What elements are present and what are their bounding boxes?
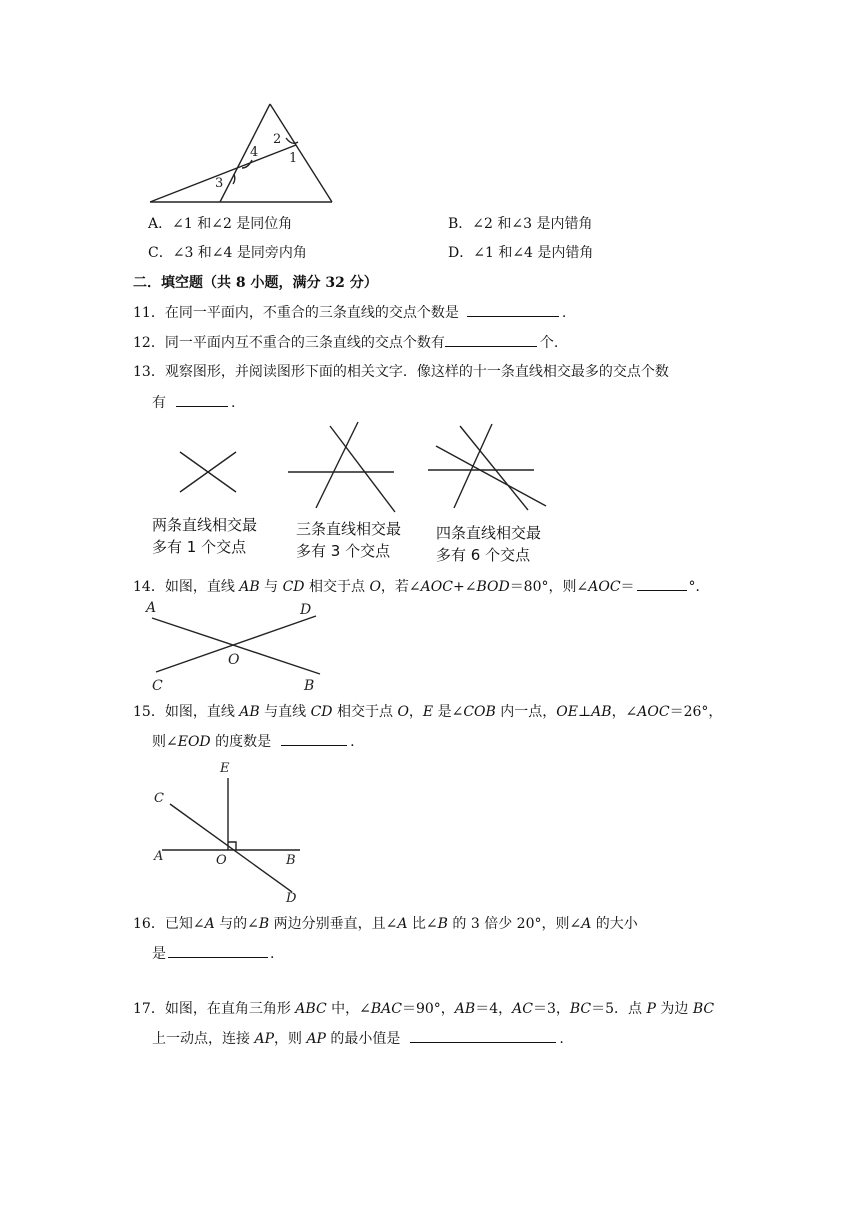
q15-label-d: D <box>286 891 297 906</box>
q15-label-c: C <box>154 791 164 806</box>
q14-label-o: O <box>228 652 240 668</box>
q16-line1: 16．已知∠A 与的∠B 两边分别垂直，且∠A 比∠B 的 3 倍少 20°，则∠A 的大小 <box>133 916 638 932</box>
q15-line1: 15．如图，直线 AB 与直线 CD 相交于点 O，E 是∠COB 内一点，OE⊥AB，∠AOC＝26°， <box>133 704 723 720</box>
q11-blank[interactable] <box>467 302 559 317</box>
q13-caption-3: 四条直线相交最 多有 6 个交点 <box>436 524 542 564</box>
q10-angle-label-2: 2 <box>273 132 282 147</box>
q13-caption-1: 两条直线相交最 多有 1 个交点 <box>152 516 258 556</box>
q14-label-b: B <box>304 678 315 694</box>
q13-blank[interactable] <box>176 392 228 407</box>
q13-figures <box>140 418 560 518</box>
q15-blank[interactable] <box>281 731 347 746</box>
q17-line1: 17．如图，在直角三角形 ABC 中，∠BAC＝90°，AB＝4，AC＝3，BC＝5．点 P 为边 BC <box>133 1001 715 1017</box>
q12-blank[interactable] <box>445 332 537 347</box>
q15-label-e: E <box>220 761 230 776</box>
q15-label-o: O <box>216 853 227 868</box>
q15-figure <box>140 756 320 906</box>
q10-option-a: A．∠1 和∠2 是同位角 <box>148 216 293 232</box>
q10-option-b: B．∠2 和∠3 是内错角 <box>448 216 593 232</box>
q10-angle-label-1: 1 <box>289 151 298 166</box>
q12: 12．同一平面内互不重合的三条直线的交点个数有 个. <box>133 332 558 353</box>
q13-caption-2: 三条直线相交最 多有 3 个交点 <box>296 520 402 560</box>
q10-angle-label-4: 4 <box>250 145 259 160</box>
q11: 11．在同一平面内，不重合的三条直线的交点个数是 . <box>133 302 566 323</box>
q14-blank[interactable] <box>637 576 687 591</box>
q14-label-a: A <box>146 600 157 616</box>
q14-figure <box>140 598 340 694</box>
q14: 14．如图，直线 AB 与 CD 相交于点 O，若∠AOC+∠BOD＝80°，则∠AOC＝ °． <box>133 576 710 597</box>
q15-label-b: B <box>286 853 296 868</box>
q10-option-c: C．∠3 和∠4 是同旁内角 <box>148 245 307 261</box>
q10-angle-label-3: 3 <box>215 176 224 191</box>
q17-blank[interactable] <box>410 1028 556 1043</box>
q10-option-d: D．∠1 和∠4 是内错角 <box>448 245 594 261</box>
q14-label-d: D <box>300 602 312 618</box>
q13-line2: 有 . <box>152 392 235 413</box>
section2-title: 二．填空题（共 8 小题，满分 32 分） <box>133 275 378 291</box>
q17-line2: 上一动点，连接 AP，则 AP 的最小值是 . <box>152 1028 564 1049</box>
q15-label-a: A <box>154 849 164 864</box>
q16-blank[interactable] <box>168 943 268 958</box>
q13-line1: 13．观察图形，并阅读图形下面的相关文字．像这样的十一条直线相交最多的交点个数 <box>133 364 669 380</box>
q10-figure <box>140 98 340 208</box>
q15-line2: 则∠EOD 的度数是 . <box>152 731 355 752</box>
q16-line2: 是 . <box>152 943 274 964</box>
q14-label-c: C <box>152 678 163 694</box>
